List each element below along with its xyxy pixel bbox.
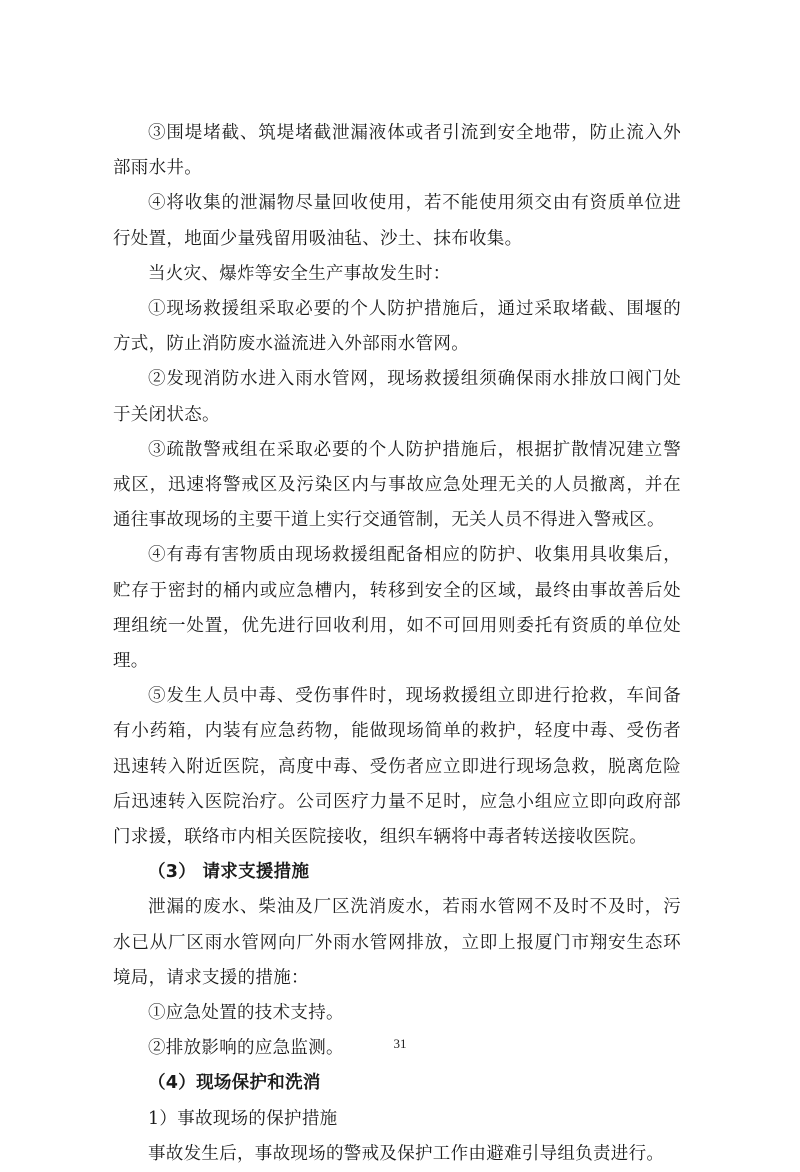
- paragraph: 当火灾、爆炸等安全生产事故发生时：: [148, 263, 451, 284]
- paragraph: ②排放影响的应急监测。: [148, 1038, 344, 1059]
- paragraph: ④将收集的泄漏物尽量回收使用，若不能使用须交由有资质单位进行处置，地面少量残留用吸油毡、沙土、抹布收集。: [113, 193, 681, 249]
- page-number: 31: [393, 1036, 407, 1051]
- section-heading: （3） 请求支援措施: [148, 862, 310, 883]
- document-body: [113, 116, 681, 1172]
- paragraph: 1）事故现场的保护措施: [148, 1108, 338, 1129]
- paragraph: ④有毒有害物质由现场救援组配备相应的防护、收集用具收集后，贮存于密封的桶内或应急槽内，转移到安全的区域，最终由事故善后处理组统一处置，优先进行回收利用，如不可回用则委托有资质的单位处理。: [113, 545, 681, 672]
- paragraph: ③围堤堵截、筑堤堵截泄漏液体或者引流到安全地带，防止流入外部雨水井。: [113, 123, 681, 179]
- paragraph: 泄漏的废水、柴油及厂区洗消废水，若雨水管网不及时不及时，污水已从厂区雨水管网向厂外雨水管网排放，立即上报厦门市翔安生态环境局，请求支援的措施：: [113, 897, 681, 988]
- paragraph: 事故发生后，事故现场的警戒及保护工作由避难引导组负责进行。: [148, 1143, 665, 1164]
- paragraph: ⑤发生人员中毒、受伤事件时，现场救援组立即进行抢救，车间备有小药箱，内装有应急药物，能做现场简单的救护，轻度中毒、受伤者迅速转入附近医院，高度中毒、受伤者应立即进行现场急救，脱离危险后迅速转入医院治疗。公司医疗力量不足时，应急小组应立即向政府部门求援，联络市内相关医院接收，组织车辆将中毒者转送接收医院。: [113, 686, 681, 848]
- paragraph: ③疏散警戒组在采取必要的个人防护措施后，根据扩散情况建立警戒区，迅速将警戒区及污染区内与事故应急处理无关的人员撤离，并在通往事故现场的主要干道上实行交通管制，无关人员不得进入警戒区。: [113, 439, 681, 531]
- paragraph: ②发现消防水进入雨水管网，现场救援组须确保雨水排放口阀门处于关闭状态。: [113, 369, 681, 425]
- paragraph: ①应急处置的技术支持。: [148, 1003, 344, 1024]
- paragraph: ①现场救援组采取必要的个人防护措施后，通过采取堵截、围堰的方式，防止消防废水溢流进入外部雨水管网。: [113, 299, 681, 355]
- section-heading: （4）现场保护和洗消: [148, 1073, 321, 1094]
